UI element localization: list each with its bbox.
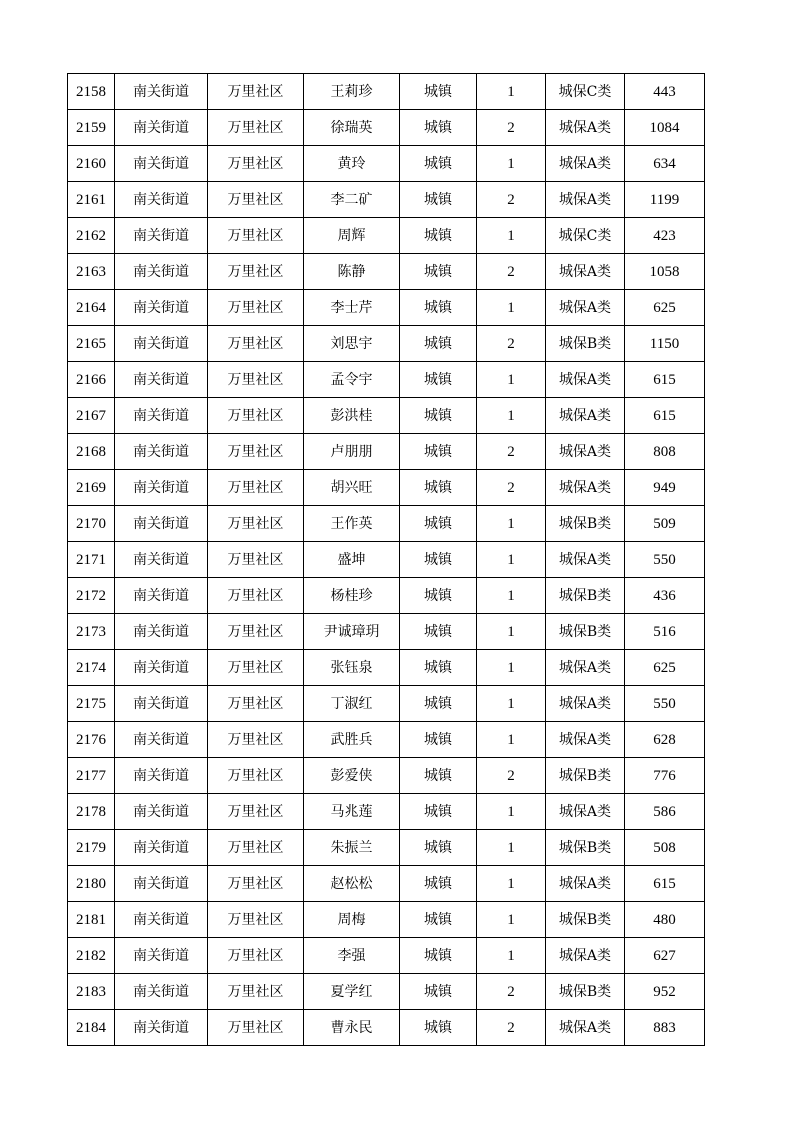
amount-cell: 628 xyxy=(625,722,705,758)
amount-cell: 625 xyxy=(625,290,705,326)
name-cell: 夏学红 xyxy=(304,974,400,1010)
insurance-category-cell: 城保A类 xyxy=(546,722,625,758)
street-cell: 南关街道 xyxy=(115,506,208,542)
area-type-cell: 城镇 xyxy=(400,578,477,614)
table-row xyxy=(68,1010,705,1046)
serial-number-cell: 2177 xyxy=(68,758,115,794)
name-cell: 胡兴旺 xyxy=(304,470,400,506)
insurance-category-cell: 城保A类 xyxy=(546,398,625,434)
name-cell: 王作英 xyxy=(304,506,400,542)
household-size-cell: 1 xyxy=(477,506,546,542)
insurance-category-cell: 城保C类 xyxy=(546,218,625,254)
table-row xyxy=(68,578,705,614)
community-cell: 万里社区 xyxy=(208,542,304,578)
serial-number-cell: 2174 xyxy=(68,650,115,686)
table-row xyxy=(68,938,705,974)
serial-number-cell: 2165 xyxy=(68,326,115,362)
household-size-cell: 1 xyxy=(477,614,546,650)
amount-cell: 776 xyxy=(625,758,705,794)
amount-cell: 952 xyxy=(625,974,705,1010)
amount-cell: 509 xyxy=(625,506,705,542)
name-cell: 陈静 xyxy=(304,254,400,290)
household-size-cell: 1 xyxy=(477,650,546,686)
street-cell: 南关街道 xyxy=(115,578,208,614)
serial-number-cell: 2160 xyxy=(68,146,115,182)
insurance-category-cell: 城保A类 xyxy=(546,434,625,470)
community-cell: 万里社区 xyxy=(208,326,304,362)
table-row xyxy=(68,398,705,434)
table-row xyxy=(68,470,705,506)
community-cell: 万里社区 xyxy=(208,686,304,722)
community-cell: 万里社区 xyxy=(208,434,304,470)
name-cell: 刘思宇 xyxy=(304,326,400,362)
serial-number-cell: 2169 xyxy=(68,470,115,506)
name-cell: 周辉 xyxy=(304,218,400,254)
serial-number-cell: 2182 xyxy=(68,938,115,974)
street-cell: 南关街道 xyxy=(115,74,208,110)
household-size-cell: 1 xyxy=(477,686,546,722)
community-cell: 万里社区 xyxy=(208,938,304,974)
name-cell: 彭洪桂 xyxy=(304,398,400,434)
serial-number-cell: 2171 xyxy=(68,542,115,578)
records-table xyxy=(67,73,705,1046)
insurance-category-cell: 城保A类 xyxy=(546,290,625,326)
household-size-cell: 1 xyxy=(477,74,546,110)
table-row xyxy=(68,722,705,758)
insurance-category-cell: 城保B类 xyxy=(546,578,625,614)
area-type-cell: 城镇 xyxy=(400,974,477,1010)
name-cell: 马兆莲 xyxy=(304,794,400,830)
table-row xyxy=(68,866,705,902)
community-cell: 万里社区 xyxy=(208,794,304,830)
household-size-cell: 1 xyxy=(477,722,546,758)
insurance-category-cell: 城保B类 xyxy=(546,974,625,1010)
table-row xyxy=(68,110,705,146)
community-cell: 万里社区 xyxy=(208,290,304,326)
table-row xyxy=(68,146,705,182)
serial-number-cell: 2179 xyxy=(68,830,115,866)
amount-cell: 1150 xyxy=(625,326,705,362)
name-cell: 武胜兵 xyxy=(304,722,400,758)
area-type-cell: 城镇 xyxy=(400,434,477,470)
name-cell: 曹永民 xyxy=(304,1010,400,1046)
serial-number-cell: 2173 xyxy=(68,614,115,650)
table-row xyxy=(68,902,705,938)
street-cell: 南关街道 xyxy=(115,614,208,650)
insurance-category-cell: 城保A类 xyxy=(546,650,625,686)
household-size-cell: 1 xyxy=(477,794,546,830)
area-type-cell: 城镇 xyxy=(400,866,477,902)
name-cell: 丁淑红 xyxy=(304,686,400,722)
household-size-cell: 1 xyxy=(477,146,546,182)
street-cell: 南关街道 xyxy=(115,290,208,326)
area-type-cell: 城镇 xyxy=(400,398,477,434)
area-type-cell: 城镇 xyxy=(400,254,477,290)
table-row xyxy=(68,542,705,578)
serial-number-cell: 2175 xyxy=(68,686,115,722)
amount-cell: 1084 xyxy=(625,110,705,146)
name-cell: 张钰泉 xyxy=(304,650,400,686)
household-size-cell: 2 xyxy=(477,974,546,1010)
amount-cell: 1199 xyxy=(625,182,705,218)
amount-cell: 508 xyxy=(625,830,705,866)
insurance-category-cell: 城保B类 xyxy=(546,758,625,794)
household-size-cell: 1 xyxy=(477,542,546,578)
community-cell: 万里社区 xyxy=(208,362,304,398)
serial-number-cell: 2170 xyxy=(68,506,115,542)
table-row xyxy=(68,218,705,254)
area-type-cell: 城镇 xyxy=(400,650,477,686)
table-row xyxy=(68,686,705,722)
street-cell: 南关街道 xyxy=(115,434,208,470)
street-cell: 南关街道 xyxy=(115,902,208,938)
amount-cell: 615 xyxy=(625,362,705,398)
community-cell: 万里社区 xyxy=(208,614,304,650)
household-size-cell: 2 xyxy=(477,758,546,794)
serial-number-cell: 2180 xyxy=(68,866,115,902)
table-row xyxy=(68,614,705,650)
table-row xyxy=(68,182,705,218)
community-cell: 万里社区 xyxy=(208,146,304,182)
insurance-category-cell: 城保B类 xyxy=(546,830,625,866)
amount-cell: 634 xyxy=(625,146,705,182)
amount-cell: 949 xyxy=(625,470,705,506)
area-type-cell: 城镇 xyxy=(400,686,477,722)
street-cell: 南关街道 xyxy=(115,398,208,434)
community-cell: 万里社区 xyxy=(208,218,304,254)
insurance-category-cell: 城保A类 xyxy=(546,110,625,146)
area-type-cell: 城镇 xyxy=(400,722,477,758)
community-cell: 万里社区 xyxy=(208,254,304,290)
street-cell: 南关街道 xyxy=(115,650,208,686)
serial-number-cell: 2162 xyxy=(68,218,115,254)
insurance-category-cell: 城保A类 xyxy=(546,938,625,974)
area-type-cell: 城镇 xyxy=(400,758,477,794)
table-row xyxy=(68,794,705,830)
table-row xyxy=(68,830,705,866)
table-row xyxy=(68,758,705,794)
insurance-category-cell: 城保B类 xyxy=(546,614,625,650)
serial-number-cell: 2176 xyxy=(68,722,115,758)
name-cell: 赵松松 xyxy=(304,866,400,902)
community-cell: 万里社区 xyxy=(208,650,304,686)
table-row xyxy=(68,74,705,110)
area-type-cell: 城镇 xyxy=(400,110,477,146)
amount-cell: 615 xyxy=(625,398,705,434)
community-cell: 万里社区 xyxy=(208,722,304,758)
community-cell: 万里社区 xyxy=(208,398,304,434)
name-cell: 孟令宇 xyxy=(304,362,400,398)
household-size-cell: 1 xyxy=(477,290,546,326)
area-type-cell: 城镇 xyxy=(400,218,477,254)
name-cell: 卢朋朋 xyxy=(304,434,400,470)
area-type-cell: 城镇 xyxy=(400,470,477,506)
amount-cell: 615 xyxy=(625,866,705,902)
insurance-category-cell: 城保B类 xyxy=(546,506,625,542)
street-cell: 南关街道 xyxy=(115,1010,208,1046)
serial-number-cell: 2163 xyxy=(68,254,115,290)
area-type-cell: 城镇 xyxy=(400,182,477,218)
name-cell: 杨桂珍 xyxy=(304,578,400,614)
community-cell: 万里社区 xyxy=(208,182,304,218)
household-size-cell: 2 xyxy=(477,182,546,218)
insurance-category-cell: 城保C类 xyxy=(546,74,625,110)
household-size-cell: 2 xyxy=(477,326,546,362)
table-row xyxy=(68,434,705,470)
name-cell: 朱振兰 xyxy=(304,830,400,866)
name-cell: 彭爱侠 xyxy=(304,758,400,794)
area-type-cell: 城镇 xyxy=(400,1010,477,1046)
street-cell: 南关街道 xyxy=(115,722,208,758)
household-size-cell: 1 xyxy=(477,578,546,614)
name-cell: 李二矿 xyxy=(304,182,400,218)
table-row xyxy=(68,362,705,398)
serial-number-cell: 2178 xyxy=(68,794,115,830)
amount-cell: 480 xyxy=(625,902,705,938)
household-size-cell: 1 xyxy=(477,866,546,902)
amount-cell: 627 xyxy=(625,938,705,974)
amount-cell: 550 xyxy=(625,686,705,722)
street-cell: 南关街道 xyxy=(115,794,208,830)
street-cell: 南关街道 xyxy=(115,758,208,794)
name-cell: 尹诚璋玥 xyxy=(304,614,400,650)
table-row xyxy=(68,254,705,290)
household-size-cell: 2 xyxy=(477,110,546,146)
area-type-cell: 城镇 xyxy=(400,614,477,650)
serial-number-cell: 2172 xyxy=(68,578,115,614)
name-cell: 周梅 xyxy=(304,902,400,938)
amount-cell: 423 xyxy=(625,218,705,254)
street-cell: 南关街道 xyxy=(115,146,208,182)
serial-number-cell: 2159 xyxy=(68,110,115,146)
street-cell: 南关街道 xyxy=(115,254,208,290)
insurance-category-cell: 城保A类 xyxy=(546,362,625,398)
serial-number-cell: 2167 xyxy=(68,398,115,434)
serial-number-cell: 2168 xyxy=(68,434,115,470)
amount-cell: 436 xyxy=(625,578,705,614)
amount-cell: 1058 xyxy=(625,254,705,290)
community-cell: 万里社区 xyxy=(208,506,304,542)
household-size-cell: 1 xyxy=(477,830,546,866)
insurance-category-cell: 城保A类 xyxy=(546,146,625,182)
area-type-cell: 城镇 xyxy=(400,74,477,110)
serial-number-cell: 2183 xyxy=(68,974,115,1010)
household-size-cell: 2 xyxy=(477,1010,546,1046)
table-row xyxy=(68,650,705,686)
street-cell: 南关街道 xyxy=(115,866,208,902)
amount-cell: 516 xyxy=(625,614,705,650)
street-cell: 南关街道 xyxy=(115,686,208,722)
name-cell: 王莉珍 xyxy=(304,74,400,110)
table-row xyxy=(68,326,705,362)
amount-cell: 883 xyxy=(625,1010,705,1046)
household-size-cell: 1 xyxy=(477,362,546,398)
area-type-cell: 城镇 xyxy=(400,902,477,938)
community-cell: 万里社区 xyxy=(208,974,304,1010)
area-type-cell: 城镇 xyxy=(400,326,477,362)
street-cell: 南关街道 xyxy=(115,830,208,866)
area-type-cell: 城镇 xyxy=(400,362,477,398)
insurance-category-cell: 城保A类 xyxy=(546,866,625,902)
table-row xyxy=(68,506,705,542)
amount-cell: 625 xyxy=(625,650,705,686)
household-size-cell: 2 xyxy=(477,254,546,290)
community-cell: 万里社区 xyxy=(208,470,304,506)
name-cell: 黄玲 xyxy=(304,146,400,182)
amount-cell: 586 xyxy=(625,794,705,830)
insurance-category-cell: 城保A类 xyxy=(546,470,625,506)
community-cell: 万里社区 xyxy=(208,758,304,794)
amount-cell: 808 xyxy=(625,434,705,470)
area-type-cell: 城镇 xyxy=(400,794,477,830)
street-cell: 南关街道 xyxy=(115,542,208,578)
table-row xyxy=(68,290,705,326)
community-cell: 万里社区 xyxy=(208,866,304,902)
household-size-cell: 1 xyxy=(477,902,546,938)
household-size-cell: 1 xyxy=(477,218,546,254)
table-row xyxy=(68,974,705,1010)
serial-number-cell: 2181 xyxy=(68,902,115,938)
serial-number-cell: 2164 xyxy=(68,290,115,326)
community-cell: 万里社区 xyxy=(208,110,304,146)
name-cell: 李强 xyxy=(304,938,400,974)
household-size-cell: 2 xyxy=(477,434,546,470)
name-cell: 徐瑞英 xyxy=(304,110,400,146)
area-type-cell: 城镇 xyxy=(400,146,477,182)
name-cell: 盛坤 xyxy=(304,542,400,578)
community-cell: 万里社区 xyxy=(208,830,304,866)
household-size-cell: 1 xyxy=(477,398,546,434)
amount-cell: 550 xyxy=(625,542,705,578)
insurance-category-cell: 城保B类 xyxy=(546,902,625,938)
insurance-category-cell: 城保A类 xyxy=(546,794,625,830)
area-type-cell: 城镇 xyxy=(400,506,477,542)
insurance-category-cell: 城保B类 xyxy=(546,326,625,362)
community-cell: 万里社区 xyxy=(208,902,304,938)
street-cell: 南关街道 xyxy=(115,974,208,1010)
street-cell: 南关街道 xyxy=(115,938,208,974)
street-cell: 南关街道 xyxy=(115,110,208,146)
household-size-cell: 2 xyxy=(477,470,546,506)
insurance-category-cell: 城保A类 xyxy=(546,1010,625,1046)
insurance-category-cell: 城保A类 xyxy=(546,686,625,722)
household-size-cell: 1 xyxy=(477,938,546,974)
serial-number-cell: 2166 xyxy=(68,362,115,398)
insurance-category-cell: 城保A类 xyxy=(546,542,625,578)
serial-number-cell: 2184 xyxy=(68,1010,115,1046)
street-cell: 南关街道 xyxy=(115,218,208,254)
community-cell: 万里社区 xyxy=(208,74,304,110)
insurance-category-cell: 城保A类 xyxy=(546,182,625,218)
street-cell: 南关街道 xyxy=(115,182,208,218)
community-cell: 万里社区 xyxy=(208,1010,304,1046)
area-type-cell: 城镇 xyxy=(400,542,477,578)
serial-number-cell: 2161 xyxy=(68,182,115,218)
serial-number-cell: 2158 xyxy=(68,74,115,110)
records-body xyxy=(68,74,705,1046)
amount-cell: 443 xyxy=(625,74,705,110)
area-type-cell: 城镇 xyxy=(400,830,477,866)
area-type-cell: 城镇 xyxy=(400,290,477,326)
street-cell: 南关街道 xyxy=(115,362,208,398)
community-cell: 万里社区 xyxy=(208,578,304,614)
street-cell: 南关街道 xyxy=(115,470,208,506)
street-cell: 南关街道 xyxy=(115,326,208,362)
name-cell: 李士芹 xyxy=(304,290,400,326)
area-type-cell: 城镇 xyxy=(400,938,477,974)
insurance-category-cell: 城保A类 xyxy=(546,254,625,290)
